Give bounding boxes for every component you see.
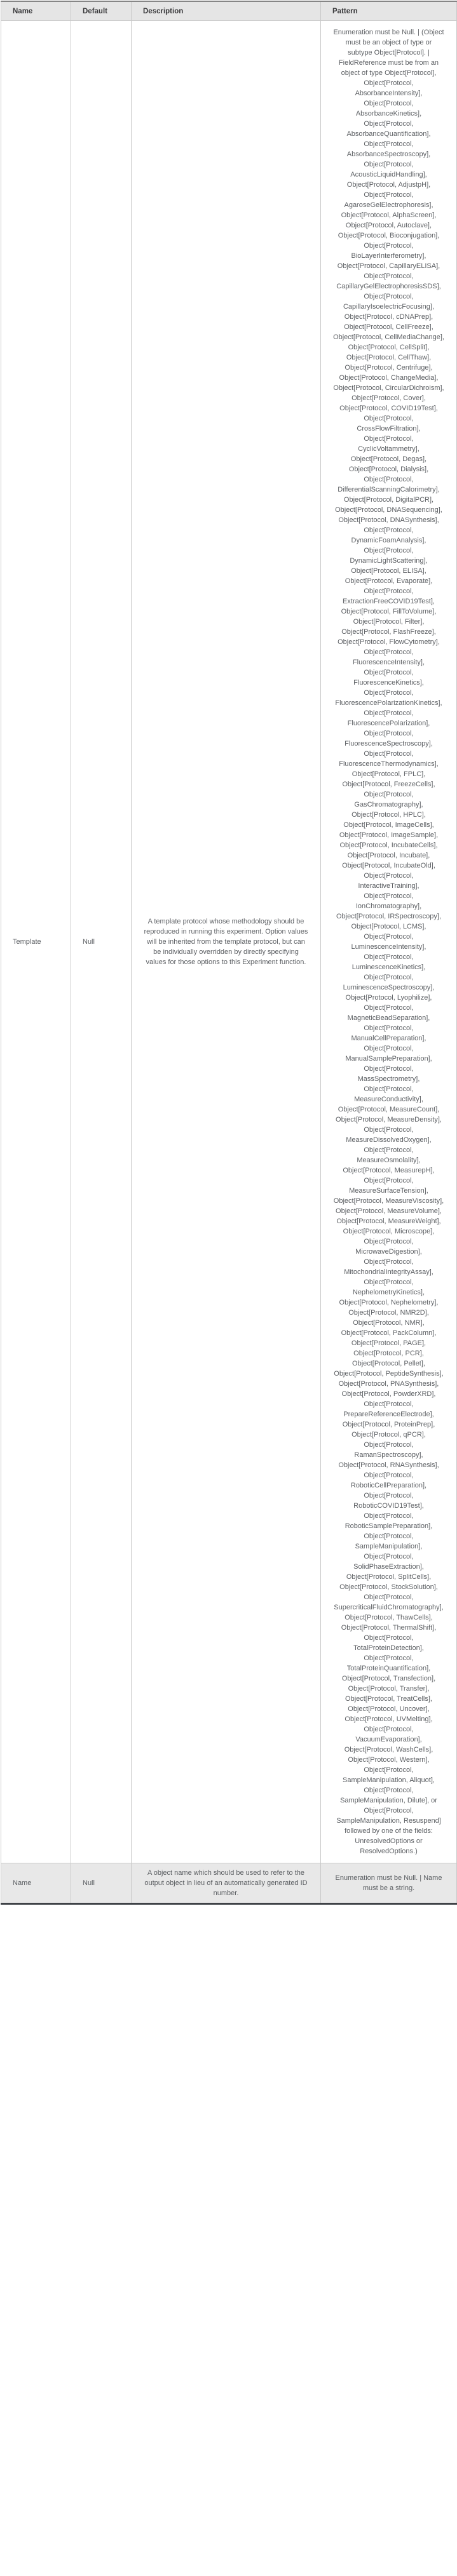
name-pattern-cell: Enumeration must be Null. | Name must be a string.: [321, 1863, 457, 1904]
options-table: [1, 1, 457, 1905]
column-header-default: Default: [71, 1, 132, 21]
name-description-cell: A object name which should be used to refer to the output object in lieu of an automatically generated ID number.: [132, 1863, 321, 1904]
column-header-pattern: Pattern: [321, 1, 457, 21]
table-row-name: [1, 1863, 457, 1904]
table-header-row: [1, 1, 457, 21]
name-default-cell: Null: [71, 1863, 132, 1904]
template-description-cell: A template protocol whose methodology should be reproduced in running this experiment. Option values will be inherited from the template protocol, but can be individually overridden by directly specifying values for those options to this Experiment function.: [132, 21, 321, 1863]
name-name-cell: Name: [1, 1863, 71, 1904]
column-header-name: Name: [1, 1, 71, 21]
template-pattern-cell: Enumeration must be Null. | (Object must be an object of type or subtype Object[Protocol]. | FieldReference must be from an object of type Object[Protocol], Object[Protocol, AbsorbanceIntensity], Object[Protocol, AbsorbanceKinetics], Object[Protocol, AbsorbanceQuantification], Object[Protocol, AbsorbanceSpectroscopy], Object[Protocol, AcousticLiquidHandling], Object[Protocol, AdjustpH], Object[Protocol, AgaroseGelElectrophoresis], Object[Protocol, AlphaScreen], Object[Protocol, Autoclave], Object[Protocol, Bioconjugation], Object[Protocol, BioLayerInterferometry], Object[Protocol, CapillaryELISA], Object[Protocol, CapillaryGelElectrophoresisSDS], Object[Protocol, CapillaryIsoelectricFocusing], Object[Protocol, cDNAPrep], Object[Protocol, CellFreeze], Object[Protocol, CellMediaChange], Object[Protocol, CellSplit], Object[Protocol, CellThaw], Object[Protocol, Centrifuge], Object[Protocol, ChangeMedia], Object[Protocol, CircularDichroism], Object[Protocol, Cover], Object[Protocol, COVID19Test], Object[Protocol, CrossFlowFiltration], Object[Protocol, CyclicVoltammetry], Object[Protocol, Degas], Object[Protocol, Dialysis], Object[Protocol, DifferentialScanningCalorimetry], Object[Protocol, DigitalPCR], Object[Protocol, DNASequencing], Object[Protocol, DNASynthesis], Object[Protocol, DynamicFoamAnalysis], Object[Protocol, DynamicLightScattering], Object[Protocol, ELISA], Object[Protocol, Evaporate], Object[Protocol, ExtractionFreeCOVID19Test], Object[Protocol, FillToVolume], Object[Protocol, Filter], Object[Protocol, FlashFreeze], Object[Protocol, FlowCytometry], Object[Protocol, FluorescenceIntensity], Object[Protocol, FluorescenceKinetics], Object[Protocol, FluorescencePolarizationKinetics], Object[Protocol, FluorescencePolarization], Object[Protocol, FluorescenceSpectroscopy], Object[Protocol, FluorescenceThermodynamics], Object[Protocol, FPLC], Object[Protocol, FreezeCells], Object[Protocol, GasChromatography], Object[Protocol, HPLC], Object[Protocol, ImageCells], Object[Protocol, ImageSample], Object[Protocol, IncubateCells], Object[Protocol, Incubate], Object[Protocol, IncubateOld], Object[Protocol, InteractiveTraining], Object[Protocol, IonChromatography], Object[Protocol, IRSpectroscopy], Object[Protocol, LCMS], Object[Protocol, LuminescenceIntensity], Object[Protocol, LuminescenceKinetics], Object[Protocol, LuminescenceSpectroscopy], Object[Protocol, Lyophilize], Object[Protocol, MagneticBeadSeparation], Object[Protocol, ManualCellPreparation], Object[Protocol, ManualSamplePreparation], Object[Protocol, MassSpectrometry], Object[Protocol, MeasureConductivity], Object[Protocol, MeasureCount], Object[Protocol, MeasureDensity], Object[Protocol, MeasureDissolvedOxygen], Object[Protocol, MeasureOsmolality], Object[Protocol, MeasurepH], Object[Protocol, MeasureSurfaceTension], Object[Protocol, MeasureViscosity], Object[Protocol, MeasureVolume], Object[Protocol, MeasureWeight], Object[Protocol, Microscope], Object[Protocol, MicrowaveDigestion], Object[Protocol, MitochondrialIntegrityAssay], Object[Protocol, NephelometryKinetics], Object[Protocol, Nephelometry], Object[Protocol, NMR2D], Object[Protocol, NMR], Object[Protocol, PackColumn], Object[Protocol, PAGE], Object[Protocol, PCR], Object[Protocol, Pellet], Object[Protocol, PeptideSynthesis], Object[Protocol, PNASynthesis], Object[Protocol, PowderXRD], Object[Protocol, PrepareReferenceElectrode], Object[Protocol, ProteinPrep], Object[Protocol, qPCR], Object[Protocol, RamanSpectroscopy], Object[Protocol, RNASynthesis], Object[Protocol, RoboticCellPreparation], Object[Protocol, RoboticCOVID19Test], Object[Protocol, RoboticSamplePreparation], Object[Protocol, SampleManipulation], Object[Protocol, SolidPhaseExtraction], Object[Protocol, SplitCells], Object[Protocol, StockSolution], Object[Protocol, SupercriticalFluidChromatography], Object[Protocol, ThawCells], Object[Protocol, ThermalShift], Object[Protocol, TotalProteinDetection], Object[Protocol, TotalProteinQuantification], Object[Protocol, Transfection], Object[Protocol, Transfer], Object[Protocol, TreatCells], Object[Protocol, Uncover], Object[Protocol, UVMelting], Object[Protocol, VacuumEvaporation], Object[Protocol, WashCells], Object[Protocol, Western], Object[Protocol, SampleManipulation, Aliquot], Object[Protocol, SampleManipulation, Dilute], or Object[Protocol, SampleManipulation, Resuspend] followed by one of the fields: UnresolvedOptions or ResolvedOptions.): [321, 21, 457, 1863]
template-default-cell: Null: [71, 21, 132, 1863]
table-row-template: [1, 21, 457, 1863]
column-header-description: Description: [132, 1, 321, 21]
template-name-cell: Template: [1, 21, 71, 1863]
